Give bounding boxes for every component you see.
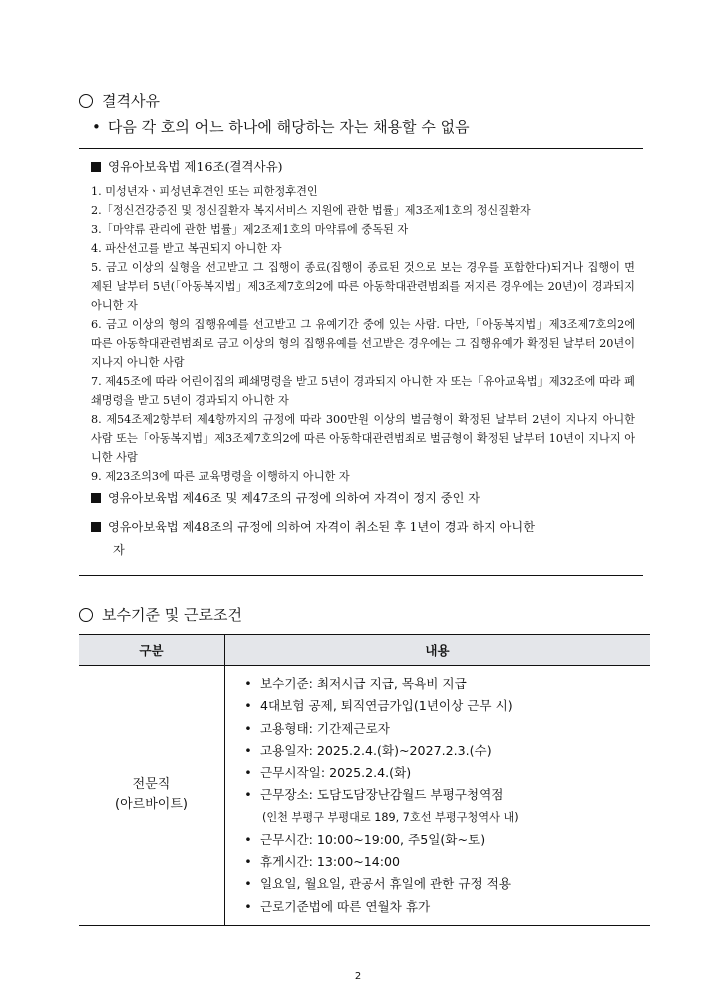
list-item: 5. 금고 이상의 실형을 선고받고 그 집행이 종료(집행이 종료된 것으로 보는 경우를 포함한다)되거나 집행이 면제된 날부터 5년(「아동복지법」제3조제7호의2에 따른 아동학대관련범죄를 저지른 경우에는 20년)이 경과되지 아니한 자 — [91, 261, 635, 312]
list-item: • 근로기준법에 따른 연월차 휴가 — [244, 898, 431, 914]
section-title-text: 결격사유 — [102, 92, 160, 110]
square-bullet-icon — [91, 162, 101, 172]
circle-bullet-icon — [79, 608, 93, 622]
header-content: 내용 — [225, 635, 651, 666]
list-item: • 근무장소: 도담도담장난감월드 부평구청역점 — [244, 787, 504, 803]
list-item: • 근무시작일: 2025.2.4.(화) — [244, 765, 412, 781]
bullet-text: 다음 각 호의 어느 하나에 해당하는 자는 채용할 수 없음 — [107, 118, 470, 136]
category-cell: 전문직 (아르바이트) — [79, 666, 225, 926]
list-item: • 근무시간: 10:00~19:00, 주5일(화~토) — [244, 831, 486, 847]
section-title-disqualification — [79, 90, 160, 111]
conditions-table — [79, 634, 650, 926]
list-item: 4. 파산선고를 받고 복권되지 아니한 자 — [91, 242, 282, 255]
list-item: • 일요일, 월요일, 관공서 휴일에 관한 규정 적용 — [244, 876, 512, 892]
box-title — [91, 157, 283, 175]
extra-item-revocation: 영유아보육법 제48조의 규정에 의하여 자격이 취소된 후 1년이 경과 하지 아니한 자 — [91, 516, 635, 562]
disqualification-bullet — [92, 116, 470, 137]
box-title-text: 영유아보육법 제16조(결격사유) — [108, 159, 283, 174]
list-item: • 고용형태: 기간제근로자 — [244, 720, 390, 736]
disqualification-box — [79, 148, 643, 576]
list-item: 2.「정신건강증진 및 정신질환자 복지서비스 지원에 관한 법률」제3조제1호의 정신질환자 — [91, 204, 531, 217]
list-item: • 고용일자: 2025.2.4.(화)~2027.2.3.(수) — [244, 742, 492, 758]
content-cell — [225, 666, 651, 926]
address-note: (인천 부평구 부평대로 189, 7호선 부평구청역사 내) — [262, 810, 519, 824]
table-header-row — [79, 635, 650, 666]
list-item: 6. 금고 이상의 형의 집행유예를 선고받고 그 유예기간 중에 있는 사람. 다만,「아동복지법」제3조제7호의2에 따른 아동학대관련범죄로 금고 이상의 형의 집행유예를 선고받은 경우에는 그 집행유예가 확정된 날부터 20년이 지나지 아니한 사람 — [91, 318, 635, 369]
list-item: • 보수기준: 최저시급 지급, 목욕비 지급 — [244, 676, 467, 691]
list-item: • 휴게시간: 13:00~14:00 — [244, 854, 401, 870]
header-category: 구분 — [79, 635, 225, 666]
disqualification-list — [91, 182, 635, 562]
list-item: 9. 제23조의3에 따른 교육명령을 이행하지 아니한 자 — [91, 470, 350, 483]
square-bullet-icon — [91, 522, 101, 532]
list-item: • 4대보험 공제, 퇴직연금가입(1년이상 근무 시) — [244, 698, 513, 714]
circle-bullet-icon — [79, 94, 93, 108]
section-title-text: 보수기준 및 근로조건 — [102, 606, 242, 624]
extra-item-suspension: 영유아보육법 제46조 및 제47조의 규정에 의하여 자격이 정지 중인 자 — [91, 487, 635, 510]
square-bullet-icon — [91, 493, 101, 503]
list-item: 1. 미성년자ㆍ피성년후견인 또는 피한정후견인 — [91, 185, 318, 198]
list-item: 3.「마약류 관리에 관한 법률」제2조제1호의 마약류에 중독된 자 — [91, 223, 409, 236]
page-number: 2 — [354, 971, 362, 982]
table-row — [79, 666, 650, 926]
list-item: 7. 제45조에 따라 어린이집의 폐쇄명령을 받고 5년이 경과되지 아니한 자 또는「유아교육법」제32조에 따라 폐쇄명령을 받고 5년이 경과되지 아니한 자 — [91, 375, 635, 407]
list-item: 8. 제54조제2항부터 제4항까지의 규정에 따라 300만원 이상의 벌금형이 확정된 날부터 2년이 지나지 아니한 사람 또는「아동복지법」제3조제7호의2에 따른 아동학대관련범죄로 벌금형이 확정된 날부터 10년이 지나지 아니한 사람 — [91, 413, 635, 464]
dot-bullet-icon: • — [92, 118, 101, 136]
section-title-conditions — [79, 604, 242, 625]
